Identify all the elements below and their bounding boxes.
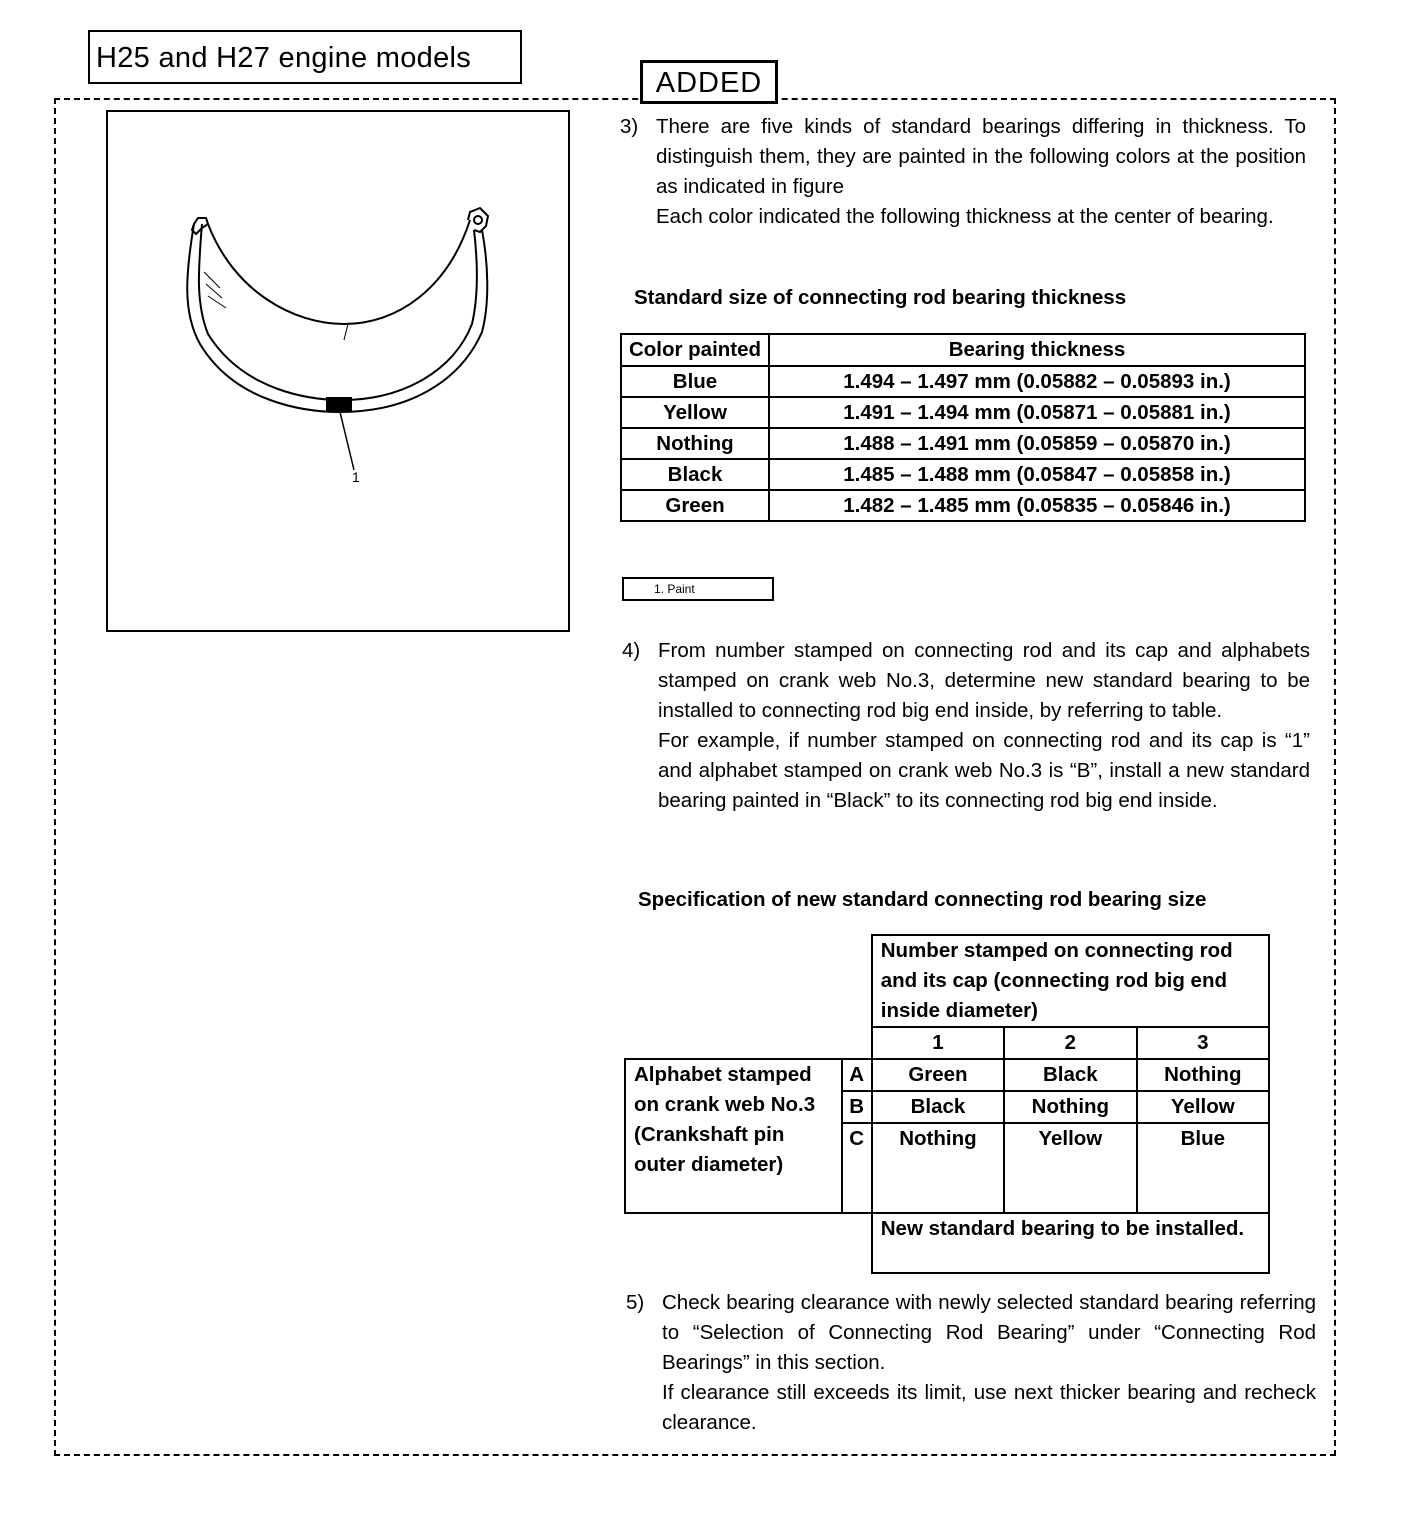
color-cell: Nothing [621,428,769,459]
table-footer-row [625,1213,1269,1273]
step-4-text: From number stamped on connecting rod and its cap and alphabets stamped on crank web No.3, determine new standard bearing to be installed to connecting rod big end inside, by referring to table. [658,639,1310,722]
bearing-color-cell: Blue [1137,1123,1269,1213]
bearing-color-cell: Yellow [1004,1123,1136,1213]
bearing-color-cell: Nothing [1137,1059,1269,1091]
thickness-cell: 1.488 – 1.491 mm (0.05859 – 0.05870 in.) [769,428,1305,459]
table-row [621,428,1305,459]
row-letter: B [842,1091,872,1123]
engine-models-label: H25 and H27 engine models [88,30,522,84]
step-5 [626,1288,1316,1438]
new-bearing-footer: New standard bearing to be installed. [872,1213,1269,1273]
thickness-cell: 1.485 – 1.488 mm (0.05847 – 0.05858 in.) [769,459,1305,490]
bearing-figure [106,110,570,632]
bearing-selection-table-title: Specification of new standard connecting rod bearing size [638,888,1207,911]
figure-legend: 1. Paint [622,577,774,601]
bearing-thickness-header: Bearing thickness [769,334,1305,366]
bearing-color-cell: Nothing [872,1123,1004,1213]
step-3-text: There are five kinds of standard bearings differing in thickness. To distinguish them, they are painted in the following colors at the position as indicated in figure [656,115,1306,198]
step-5-text: Check bearing clearance with newly selected standard bearing referring to “Selection of Connecting Rod Bearing” under “Connecting Rod Bearings” in this section. [662,1291,1316,1374]
step-3-text-2: Each color indicated the following thickness at the center of bearing. [656,205,1274,228]
bearing-color-cell: Black [1004,1059,1136,1091]
bearing-thickness-table [620,333,1306,522]
step-4-text-2: For example, if number stamped on connecting rod and its cap is “1” and alphabet stamped on crank web No.3 is “B”, install a new standard bearing painted in “Black” to its connecting rod big end inside. [658,729,1310,812]
table-row [621,459,1305,490]
row-letter: A [842,1059,872,1091]
column-number: 2 [1004,1027,1136,1059]
step-4 [622,636,1310,816]
bearing-illustration [108,112,568,630]
bearing-thickness-table-title: Standard size of connecting rod bearing thickness [634,286,1127,309]
step-3 [620,112,1306,232]
bearing-color-cell: Nothing [1004,1091,1136,1123]
bearing-color-cell: Black [872,1091,1004,1123]
row-letter: C [842,1123,872,1213]
added-stamp: ADDED [640,60,778,104]
thickness-cell: 1.494 – 1.497 mm (0.05882 – 0.05893 in.) [769,366,1305,397]
color-cell: Yellow [621,397,769,428]
bearing-selection-table [624,934,1270,1274]
table-row [625,1059,1269,1091]
table-header-row [621,334,1305,366]
step-5-text-2: If clearance still exceeds its limit, use next thicker bearing and recheck clearance. [662,1381,1316,1434]
paint-mark [326,397,352,412]
color-painted-header: Color painted [621,334,769,366]
table-row [621,397,1305,428]
crank-alphabet-header: Alphabet stamped on crank web No.3 (Crankshaft pin outer diameter) [625,1059,842,1213]
thickness-cell: 1.491 – 1.494 mm (0.05871 – 0.05881 in.) [769,397,1305,428]
table-row [621,366,1305,397]
column-number: 3 [1137,1027,1269,1059]
bearing-color-cell: Yellow [1137,1091,1269,1123]
bearing-color-cell: Green [872,1059,1004,1091]
table-row [621,490,1305,521]
color-cell: Green [621,490,769,521]
rod-number-header: Number stamped on connecting rod and its cap (connecting rod big end inside diameter) [872,935,1269,1027]
step-3-number: 3) [620,115,639,138]
thickness-cell: 1.482 – 1.485 mm (0.05835 – 0.05846 in.) [769,490,1305,521]
step-4-number: 4) [622,639,641,662]
color-cell: Black [621,459,769,490]
color-cell: Blue [621,366,769,397]
table-header-row [625,935,1269,1027]
paint-callout-number: 1 [352,469,360,485]
step-5-number: 5) [626,1291,645,1314]
column-number: 1 [872,1027,1004,1059]
